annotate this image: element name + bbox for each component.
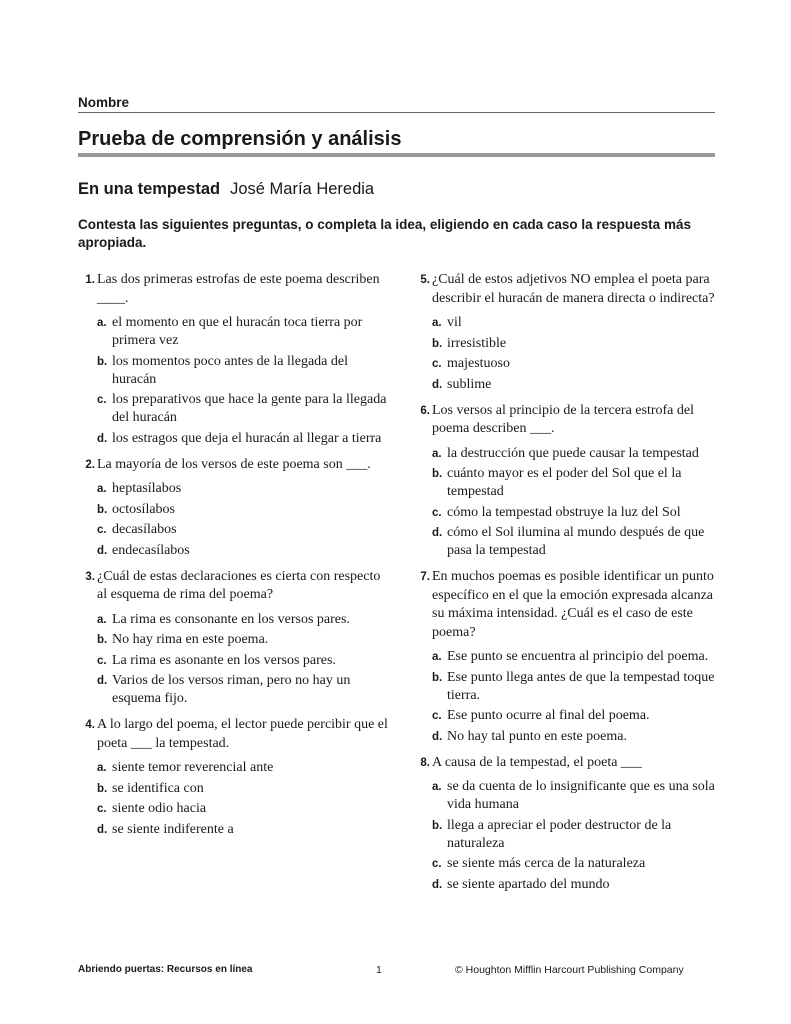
option-letter: c. <box>432 358 442 370</box>
option-letter: a. <box>97 317 107 329</box>
option-letter: d. <box>97 823 108 836</box>
option-text: No hay rima en este poema. <box>112 632 269 647</box>
question-text: En muchos poemas es posible identificar un punto específico en el que la emoción expresada alcanza su máxima intensidad. ¿Cuál es el caso de este poema? <box>432 569 714 640</box>
option-text: siente temor reverencial ante <box>112 760 274 775</box>
question <box>413 402 718 561</box>
option-letter: d. <box>432 527 443 539</box>
answer-options <box>97 759 388 839</box>
answer-option <box>97 501 388 519</box>
question-number: 1. <box>85 274 95 286</box>
option-letter: a. <box>432 447 442 460</box>
answer-option <box>432 707 718 725</box>
option-letter: b. <box>432 819 443 832</box>
selection-title: En una tempestad <box>78 180 221 198</box>
option-letter: d. <box>97 432 108 445</box>
option-text: octosílabos <box>112 501 175 517</box>
option-text: los estragos que deja el huracán al llegar a tierra <box>112 430 382 446</box>
option-text: Ese punto se encuentra al principio del poema. <box>447 649 709 664</box>
answer-option <box>432 778 718 814</box>
question-number: 7. <box>420 571 430 583</box>
instructions: Contesta las siguientes preguntas, o completa la idea, eligiendo en cada caso la respuesta más apropiada. <box>78 217 691 250</box>
answer-option <box>432 728 718 746</box>
option-text: heptasílabos <box>112 481 182 496</box>
answer-option <box>432 376 718 394</box>
option-text: Ese punto llega antes de que la tempestad toque tierra. <box>447 669 715 703</box>
answer-options <box>432 648 718 746</box>
question <box>78 568 388 709</box>
answer-option <box>97 821 388 839</box>
answer-option <box>97 480 388 498</box>
question <box>78 716 388 839</box>
footer-page-number: 1 <box>376 964 382 976</box>
question <box>78 456 388 560</box>
questions-left-column <box>78 271 388 847</box>
option-letter: c. <box>432 506 442 519</box>
footer-publication: Abriendo puertas: Recursos en línea <box>78 964 253 975</box>
answer-option <box>97 631 388 649</box>
question <box>413 754 718 894</box>
option-text: Ese punto ocurre al final del poema. <box>447 708 650 723</box>
answer-option <box>97 800 388 818</box>
answer-options <box>97 314 388 448</box>
option-letter: a. <box>97 762 107 774</box>
option-text: se identifica con <box>112 780 204 796</box>
question-text: A lo largo del poema, el lector puede percibir que el poeta ___ la tempestad. <box>97 717 388 751</box>
option-text: vil <box>447 315 462 330</box>
answer-option <box>432 504 718 522</box>
option-letter: a. <box>97 613 107 626</box>
selection-heading <box>78 180 374 199</box>
option-text: irresistible <box>447 335 507 351</box>
option-text: La rima es asonante en los versos pares. <box>112 652 336 668</box>
question <box>413 568 718 746</box>
option-letter: d. <box>97 675 108 687</box>
option-text: La rima es consonante en los versos pares. <box>112 611 350 627</box>
answer-option <box>432 648 718 666</box>
question-text: ¿Cuál de estas declaraciones es cierta con respecto al esquema de rima del poema? <box>97 568 381 602</box>
answer-option <box>432 817 718 853</box>
answer-option <box>97 542 388 560</box>
question-text: A causa de la tempestad, el poeta ___ <box>432 754 642 770</box>
answer-options <box>97 480 388 560</box>
answer-option <box>432 669 718 705</box>
option-letter: b. <box>97 503 108 516</box>
option-letter: d. <box>432 378 443 391</box>
option-letter: b. <box>432 468 443 480</box>
option-letter: a. <box>432 781 442 793</box>
option-text: se da cuenta de lo insignificante que es una sola vida humana <box>447 779 715 812</box>
option-text: sublime <box>447 376 492 392</box>
answer-option <box>432 314 718 332</box>
answer-option <box>97 672 388 708</box>
answer-options <box>432 445 718 561</box>
name-label: Nombre <box>78 95 130 110</box>
question <box>78 271 388 448</box>
title-divider <box>78 153 715 157</box>
question <box>413 271 718 394</box>
answer-option <box>97 780 388 798</box>
questions-right-column <box>413 271 718 902</box>
option-text: No hay tal punto en este poema. <box>447 728 628 744</box>
answer-option <box>432 524 718 560</box>
option-letter: c. <box>97 394 107 406</box>
option-text: cómo el Sol ilumina al mundo después de que pasa la tempestad <box>447 525 705 558</box>
option-text: el momento en que el huracán toca tierra por primera vez <box>112 315 363 348</box>
answer-option <box>432 855 718 873</box>
answer-option <box>97 759 388 777</box>
question-text: La mayoría de los versos de este poema son ___. <box>97 456 371 472</box>
name-line <box>78 112 715 113</box>
option-text: Varios de los versos riman, pero no hay un esquema fijo. <box>112 673 351 706</box>
option-letter: d. <box>97 544 108 557</box>
option-letter: c. <box>432 710 442 722</box>
option-text: la destrucción que puede causar la tempestad <box>447 445 699 461</box>
option-letter: c. <box>97 654 107 667</box>
option-text: majestuoso <box>447 356 510 371</box>
answer-option <box>97 430 388 448</box>
answer-option <box>432 465 718 501</box>
answer-option <box>97 611 388 629</box>
option-letter: c. <box>97 524 107 536</box>
option-letter: d. <box>432 878 443 891</box>
option-text: siente odio hacia <box>112 801 207 816</box>
question-number: 6. <box>420 404 430 417</box>
answer-option <box>97 652 388 670</box>
option-letter: b. <box>432 671 443 684</box>
answer-option <box>432 876 718 894</box>
question-number: 2. <box>85 458 95 471</box>
option-letter: b. <box>432 337 443 350</box>
selection-author: José María Heredia <box>230 180 375 198</box>
answer-option <box>432 355 718 373</box>
option-letter: b. <box>97 355 108 368</box>
answer-options <box>432 314 718 394</box>
page-title: Prueba de comprensión y análisis <box>78 128 402 150</box>
option-text: los momentos poco antes de la llegada del huracán <box>112 353 348 387</box>
question-number: 3. <box>85 570 95 583</box>
option-letter: c. <box>97 803 107 815</box>
answer-option <box>432 445 718 463</box>
option-text: se siente indiferente a <box>112 821 234 837</box>
question-number: 5. <box>420 274 430 286</box>
option-text: se siente apartado del mundo <box>447 876 610 892</box>
option-letter: a. <box>432 651 442 663</box>
answer-option <box>432 335 718 353</box>
question-text: Los versos al principio de la tercera estrofa del poema describen ___. <box>432 402 695 436</box>
option-letter: b. <box>97 782 108 795</box>
option-text: llega a apreciar el poder destructor de la naturaleza <box>447 817 672 851</box>
option-text: endecasílabos <box>112 542 190 558</box>
answer-option <box>97 314 388 350</box>
question-number: 8. <box>420 756 430 769</box>
option-text: cuánto mayor es el poder del Sol que el la tempestad <box>447 466 682 499</box>
option-letter: b. <box>97 634 108 646</box>
question-text: ¿Cuál de estos adjetivos NO emplea el poeta para describir el huracán de manera directa o indirecta? <box>432 272 715 306</box>
option-text: se siente más cerca de la naturaleza <box>447 856 646 871</box>
option-text: los preparativos que hace la gente para la llegada del huracán <box>112 392 387 425</box>
question-number: 4. <box>85 719 95 731</box>
answer-option <box>97 521 388 539</box>
answer-option <box>97 391 388 427</box>
option-letter: a. <box>97 483 107 495</box>
option-letter: a. <box>432 317 442 329</box>
answer-option <box>97 353 388 389</box>
option-text: cómo la tempestad obstruye la luz del Sol <box>447 504 681 520</box>
option-letter: d. <box>432 730 443 743</box>
answer-options <box>97 611 388 709</box>
option-letter: c. <box>432 858 442 870</box>
answer-options <box>432 778 718 894</box>
question-text: Las dos primeras estrofas de este poema describen ____. <box>97 272 380 306</box>
option-text: decasílabos <box>112 522 177 537</box>
footer-copyright: © Houghton Mifflin Harcourt Publishing Company <box>455 964 684 976</box>
